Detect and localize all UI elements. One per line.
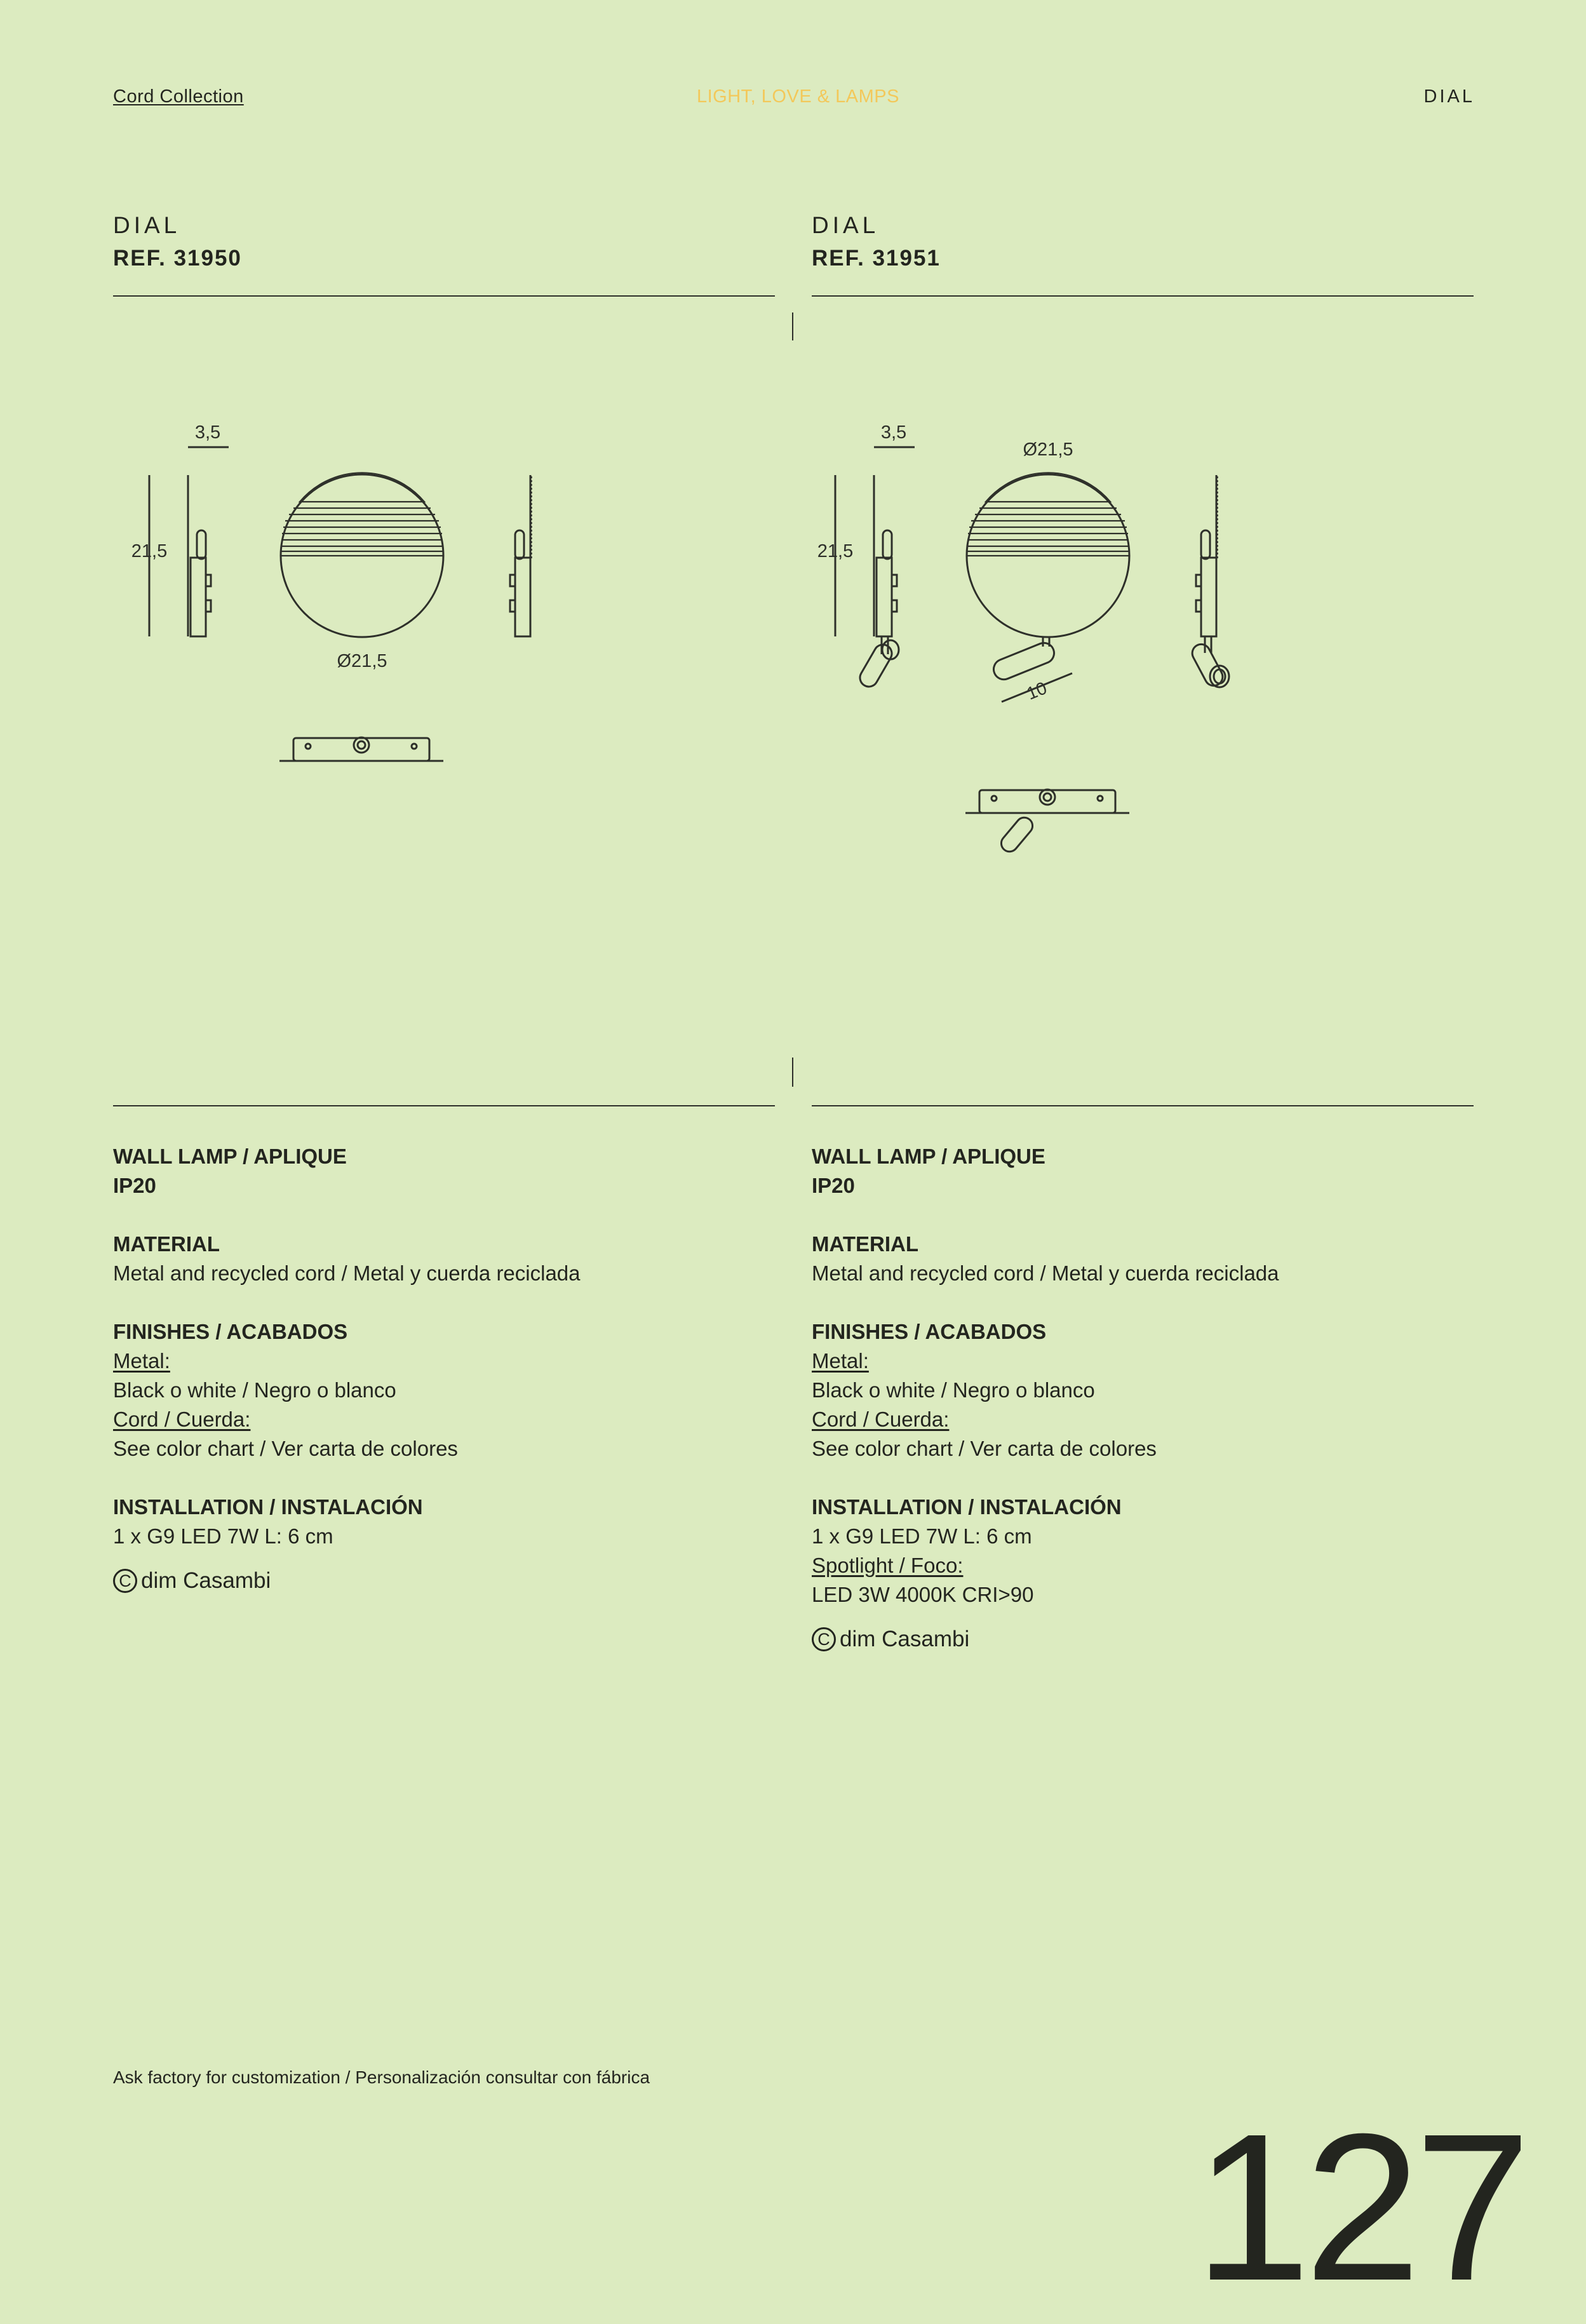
section-title: DIAL	[1423, 86, 1475, 107]
cord-label: Cord / Cuerda:	[113, 1407, 251, 1431]
divider	[113, 1105, 775, 1106]
cord-label: Cord / Cuerda:	[812, 1407, 950, 1431]
brand-tagline: LIGHT, LOVE & LAMPS	[697, 86, 899, 107]
divider	[812, 295, 1474, 297]
spotlight-value: LED 3W 4000K CRI>90	[812, 1583, 1034, 1606]
dim-diameter-label: Ø21,5	[337, 651, 387, 671]
ip-rating: IP20	[113, 1174, 156, 1197]
metal-value: Black o white / Negro o blanco	[113, 1378, 396, 1402]
dim-label: dim Casambi	[840, 1627, 970, 1651]
divider	[113, 295, 775, 297]
spotlight-label: Spotlight / Foco:	[812, 1554, 964, 1577]
metal-label: Metal:	[812, 1349, 869, 1373]
cord-value: See color chart / Ver carta de colores	[812, 1437, 1157, 1460]
material-title: MATERIAL	[113, 1232, 220, 1256]
dim-diameter-label: Ø21,5	[1023, 440, 1073, 460]
dim-label: dim Casambi	[141, 1568, 271, 1593]
material-value: Metal and recycled cord / Metal y cuerda reciclada	[113, 1261, 581, 1285]
product-ref-2: REF. 31951	[812, 246, 941, 271]
page-number: 127	[1194, 2090, 1525, 2324]
product-name-1: DIAL	[113, 212, 181, 238]
specs-panel-1	[113, 1142, 748, 1595]
customization-note: Ask factory for customization / Personalización consultar con fábrica	[113, 2067, 650, 2087]
dim-casambi	[812, 1625, 1447, 1654]
dim-height-label: 21,5	[817, 541, 854, 561]
collection-link[interactable]: Cord Collection	[113, 86, 244, 107]
casambi-icon: C	[812, 1627, 836, 1651]
installation-title: INSTALLATION / INSTALACIÓN	[113, 1495, 423, 1519]
column-separator	[792, 312, 793, 340]
dim-arm-label: 10	[1023, 678, 1050, 704]
divider	[812, 1105, 1474, 1106]
casambi-icon: C	[113, 1569, 137, 1593]
cord-value: See color chart / Ver carta de colores	[113, 1437, 458, 1460]
ip-rating: IP20	[812, 1174, 855, 1197]
technical-drawing-2	[807, 406, 1251, 864]
dim-depth-label: 3,5	[194, 422, 221, 443]
installation-value: 1 x G9 LED 7W L: 6 cm	[812, 1524, 1032, 1548]
metal-label: Metal:	[113, 1349, 170, 1373]
product-type: WALL LAMP / APLIQUE	[812, 1145, 1045, 1168]
product-name-2: DIAL	[812, 212, 880, 238]
material-value: Metal and recycled cord / Metal y cuerda reciclada	[812, 1261, 1279, 1285]
installation-value: 1 x G9 LED 7W L: 6 cm	[113, 1524, 333, 1548]
dim-casambi	[113, 1566, 748, 1595]
product-type: WALL LAMP / APLIQUE	[113, 1145, 347, 1168]
specs-panel-2	[812, 1142, 1447, 1654]
technical-drawing-1	[121, 406, 565, 775]
product-ref-1: REF. 31950	[113, 246, 242, 271]
installation-title: INSTALLATION / INSTALACIÓN	[812, 1495, 1122, 1519]
finishes-title: FINISHES / ACABADOS	[113, 1320, 348, 1343]
material-title: MATERIAL	[812, 1232, 919, 1256]
column-separator	[792, 1058, 793, 1087]
dim-depth-label: 3,5	[880, 422, 907, 443]
dim-height-label: 21,5	[131, 541, 168, 561]
finishes-title: FINISHES / ACABADOS	[812, 1320, 1047, 1343]
metal-value: Black o white / Negro o blanco	[812, 1378, 1095, 1402]
